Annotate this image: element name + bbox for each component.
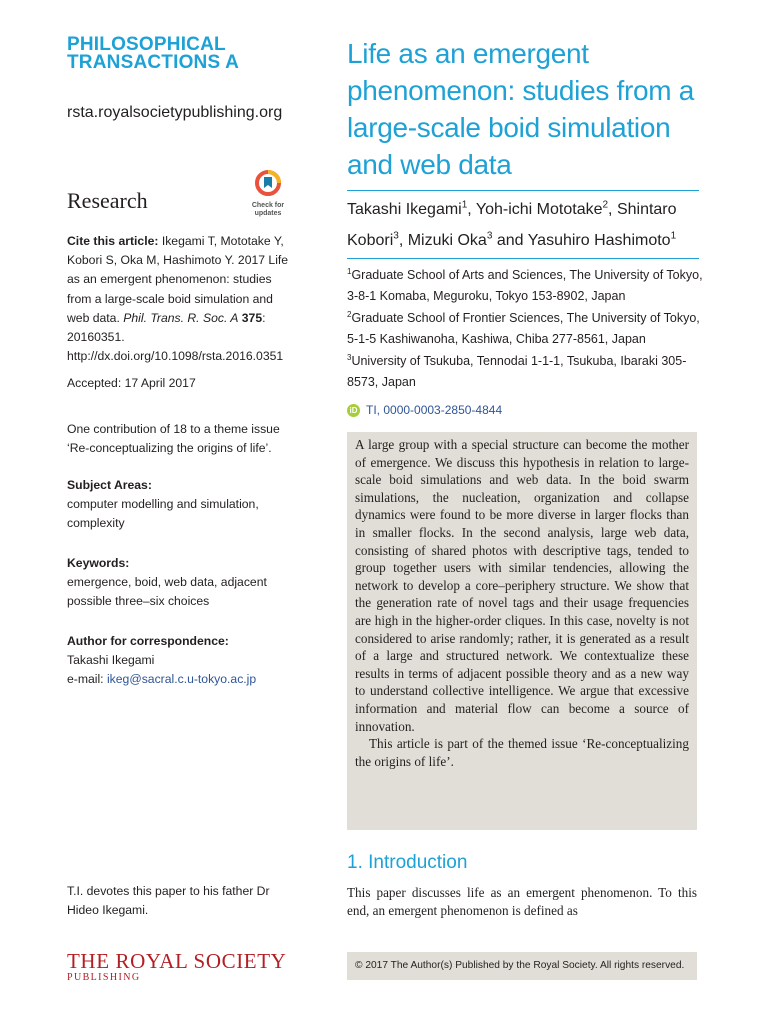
author-name: Shintaro Kobori	[347, 201, 677, 249]
theme-issue-line1: One contribution of 18 to a theme issue	[67, 422, 280, 436]
theme-issue-line2: ‘Re-conceptualizing the origins of life’.	[67, 441, 272, 456]
affiliation-2-text: Graduate School of Frontier Sciences, The University of Tokyo, 5-1-5 Kashiwanoha, Kashiwa, Chiba 277-8561, Japan	[347, 310, 700, 347]
subject-areas	[67, 476, 295, 534]
citation-journal: Phil. Trans. R. Soc. A	[123, 310, 239, 325]
author-affil-sup: 3	[486, 230, 493, 242]
introduction-paragraph: This paper discusses life as an emergent phenomenon. To this end, an emergent phenomenon is defined as	[347, 885, 697, 919]
subject-areas-label: Subject Areas:	[67, 478, 152, 492]
affiliation-1-text: Graduate School of Arts and Sciences, The University of Tokyo, 3-8-1 Komaba, Meguroku, Tokyo 153-8902, Japan	[347, 268, 703, 304]
journal-name-line2: TRANSACTIONS A	[67, 52, 240, 73]
author-name: Yasuhiro Hashimoto	[527, 232, 671, 249]
badge-text-line2: updates	[254, 210, 282, 217]
correspondence-name: Takashi Ikegami	[67, 653, 155, 668]
affiliation-1	[347, 265, 707, 308]
section-heading-introduction: 1. Introduction	[347, 852, 468, 873]
author-affil-sup: 2	[602, 199, 609, 211]
affiliation-3	[347, 351, 707, 394]
author-name: Takashi Ikegami	[347, 201, 462, 218]
citation-text: Ikegami T, Mototake Y, Kobori S, Oka M, Hashimoto Y. 2017 Life as an emergent phenomenon: studies from a large-scale boid simulation and web data.	[67, 234, 289, 325]
royal-society-publishing-logo	[67, 950, 286, 984]
journal-name	[67, 36, 327, 72]
author-affil-sup: 1	[670, 230, 677, 242]
keywords-label: Keywords:	[67, 556, 130, 570]
article-title: Life as an emergent phenomenon: studies from a large-scale boid simulation and web data	[347, 38, 695, 180]
logo-line1: THE ROYAL SOCIETY	[67, 949, 287, 973]
journal-website-link[interactable]: rsta.royalsocietypublishing.org	[67, 104, 283, 121]
citation-label: Cite this article:	[67, 234, 159, 248]
title-divider	[347, 190, 699, 191]
citation-volume: 375	[241, 310, 263, 325]
correspondence	[67, 632, 295, 690]
author-name: Mizuki Oka	[407, 232, 487, 249]
dedication-note: T.I. devotes this paper to his father Dr Hideo Ikegami.	[67, 884, 270, 918]
abstract-box	[347, 432, 697, 830]
journal-name-line1: PHILOSOPHICAL	[67, 34, 226, 55]
theme-issue-note	[67, 420, 295, 458]
orcid-icon[interactable]: iD	[347, 404, 360, 417]
accepted-date: Accepted: 17 April 2017	[67, 376, 196, 390]
copyright-notice: © 2017 The Author(s) Published by the Royal Society. All rights reserved.	[347, 952, 697, 980]
author-affil-sup: 3	[393, 230, 399, 242]
keywords	[67, 554, 295, 612]
abstract-paragraph-2: This article is part of the themed issue ‘Re-conceptualizing the origins of life’.	[355, 736, 689, 769]
article-type-label: Research	[67, 188, 148, 213]
author-affil-sup: 1	[461, 199, 468, 211]
authors-divider	[347, 258, 699, 259]
orcid-line	[347, 403, 502, 417]
orcid-id-link[interactable]: 0000-0003-2850-4844	[383, 403, 503, 417]
affiliation-3-text: University of Tsukuba, Tennodai 1-1-1, Tsukuba, Ibaraki 305-8573, Japan	[347, 353, 687, 390]
logo-line2: PUBLISHING	[67, 972, 141, 983]
author-name: Yoh-ichi Mototake	[475, 201, 603, 218]
affiliation-2	[347, 308, 707, 351]
correspondence-label: Author for correspondence:	[67, 634, 229, 648]
keywords-text: emergence, boid, web data, adjacent possible three–six choices	[67, 575, 267, 609]
affiliation-1-sup: 1	[347, 266, 352, 276]
check-for-updates-icon	[255, 170, 281, 196]
affiliation-2-sup: 2	[347, 309, 352, 319]
citation-doi-link[interactable]: http://dx.doi.org/10.1098/rsta.2016.0351	[67, 349, 284, 364]
affiliation-3-sup: 3	[347, 352, 352, 362]
orcid-initials: TI,	[366, 403, 380, 417]
subject-areas-text: computer modelling and simulation, complexity	[67, 497, 259, 531]
correspondence-email-label: e-mail:	[67, 672, 104, 687]
badge-text-line1: Check for	[251, 202, 285, 209]
affiliations	[347, 265, 707, 393]
citation-article-number: : 20160351.	[67, 310, 266, 345]
abstract-paragraph-1: A large group with a special structure can become the mother of emergence. We discuss this hypothesis in relation to large-scale boid simulations and web data. In the boid swarm simulations, the nucleation, organization and collapse dynamics were found to be more diverse in larger flocks than in smaller flocks. In the second analysis, large web data, consisting of shared photos with descriptive tags, tended to group together users with similar tendencies, allowing the network to develop a core–periphery structure. We show that the generation rate of novel tags and their usage frequencies are high in the higher-order cliques. In this case, novelty is not considered to arise randomly; rather, it is generated as a result of a large and structured network. We contextualize these results in terms of adjacent possible theory and as a new way to understand collective intelligence. We argue that excessive information and material flow can become a source of innovation.	[355, 437, 689, 734]
correspondence-email-link[interactable]: ikeg@sacral.c.u-tokyo.ac.jp	[106, 672, 257, 687]
citation-block	[67, 232, 295, 366]
author-list: Takashi Ikegami$^1$, Yoh-ichi Mototake$^2$, Shintaro Kobori$^3$, Mizuki Oka$^3$ and Yasuhiro Hashimoto$^1$	[347, 199, 677, 249]
check-for-updates-badge[interactable]	[246, 170, 290, 217]
